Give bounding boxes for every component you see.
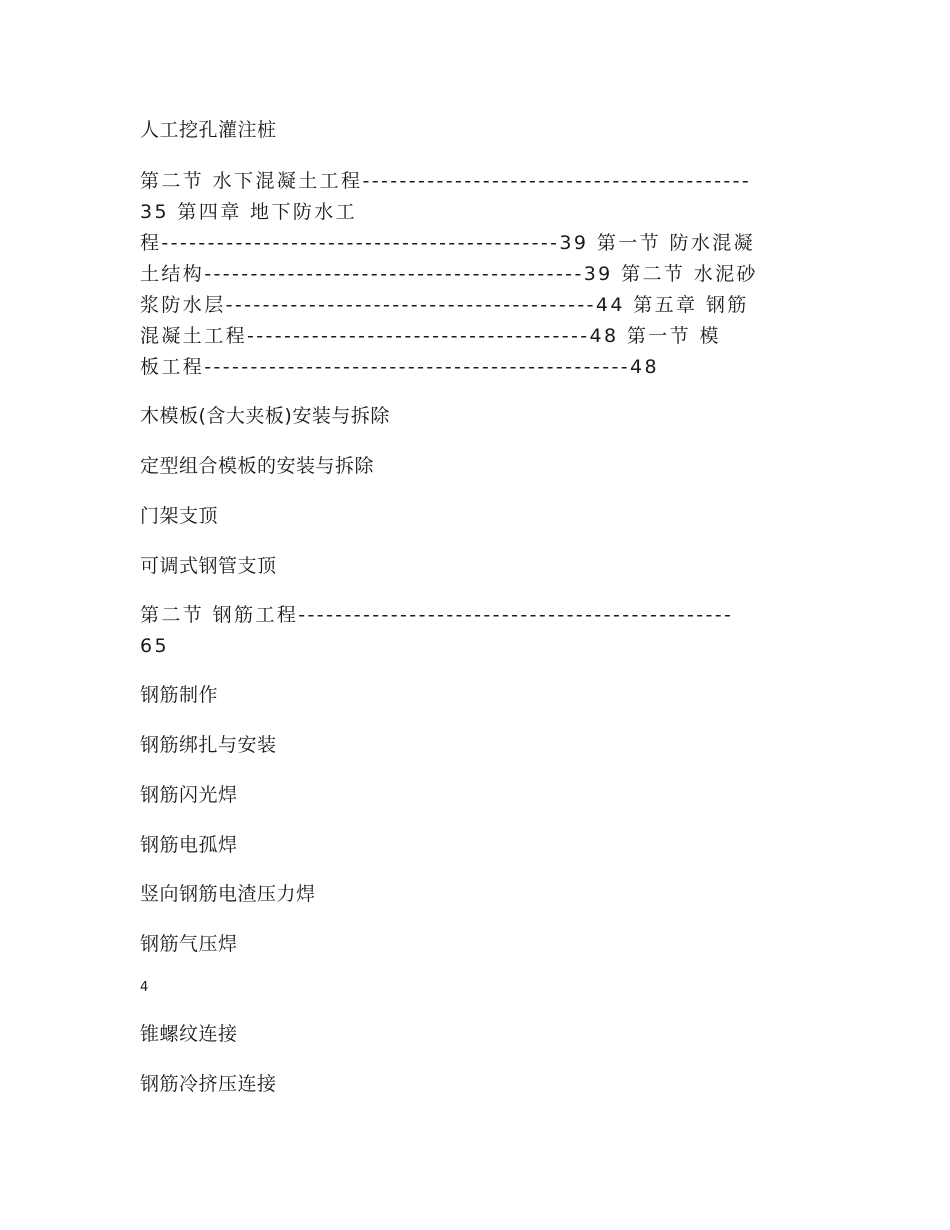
toc-line: 第二节 水下混凝土工程------------------------------------------: [140, 170, 752, 192]
item-arc-welding: 钢筋电孤焊: [140, 834, 238, 856]
item-modular-formwork: 定型组合模板的安装与拆除: [140, 455, 375, 477]
item-gas-pressure-welding: 钢筋气压焊: [140, 933, 238, 955]
item-adjustable-steel-support: 可调式钢管支顶: [140, 555, 277, 577]
item-manual-dug-pile: 人工挖孔灌注桩: [140, 119, 277, 141]
item-taper-thread-connection: 锥螺纹连接: [140, 1023, 238, 1045]
item-cold-extrusion-connection: 钢筋冷挤压连接: [140, 1073, 277, 1095]
toc-line: 板工程----------------------------------------------48: [140, 356, 659, 378]
toc-line: 土结构-----------------------------------------39 第二节 水泥砂: [140, 263, 758, 285]
toc-line: 混凝土工程-------------------------------------48 第一节 模: [140, 325, 721, 347]
toc-line: 65: [140, 635, 169, 657]
toc-line: 35 第四章 地下防水工: [140, 201, 358, 223]
item-flash-butt-welding: 钢筋闪光焊: [140, 784, 238, 806]
item-electroslag-welding: 竖向钢筋电渣压力焊: [140, 883, 316, 905]
page-number: 4: [140, 980, 149, 995]
toc-line: 程-------------------------------------------39 第一节 防水混凝: [140, 232, 756, 254]
item-rebar-fabrication: 钢筋制作: [140, 684, 219, 706]
item-wood-formwork: 木模板(含大夹板)安装与拆除: [140, 405, 390, 427]
item-door-frame-support: 门架支顶: [140, 505, 219, 527]
toc-line: 第二节 钢筋工程-----------------------------------------------: [140, 604, 734, 626]
item-rebar-tying: 钢筋绑扎与安装: [140, 734, 277, 756]
toc-line: 浆防水层----------------------------------------44 第五章 钢筋: [140, 294, 749, 316]
